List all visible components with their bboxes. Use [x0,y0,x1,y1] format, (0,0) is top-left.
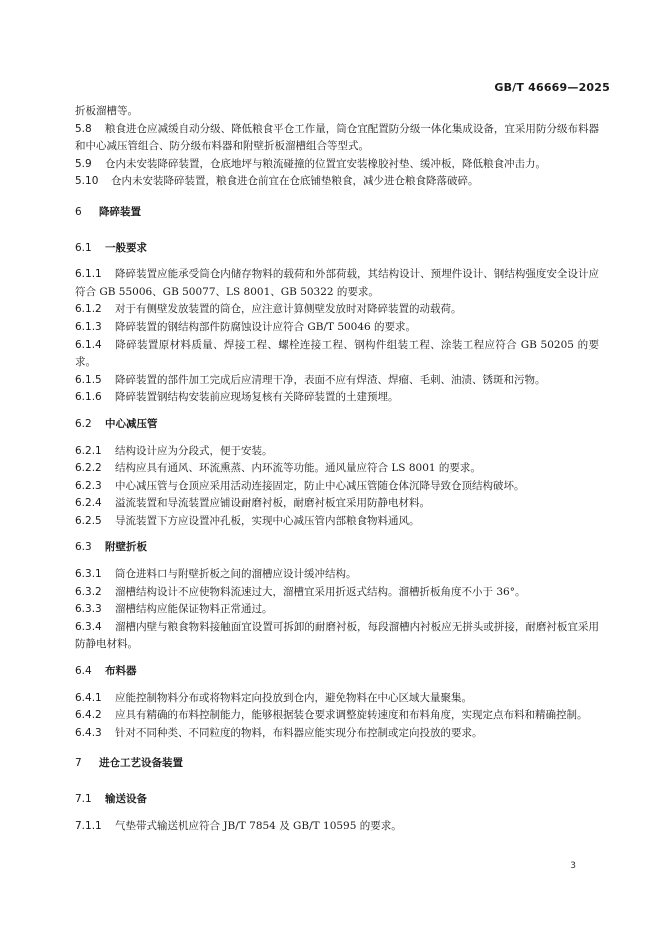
clause-number: 6.1.3 [75,320,102,333]
clause-text: 仓内未安装降碎装置，仓底地坪与粮流碰撞的位置宜安装橡胶衬垫、缓冲板，降低粮食冲击力。 [105,157,546,170]
clause-text: 一般要求 [105,241,147,254]
section-heading [75,204,599,222]
clause-text: 筒仓进料口与附壁折板之间的溜槽应设计缓冲结构。 [115,568,357,581]
clause-item [75,460,599,478]
clause-text: 结构设计应为分段式，便于安装。 [115,444,273,457]
clause-text: 应具有精确的布料控制能力，能够根据装仓要求调整旋转速度和布料角度，实现定点布料和精确控制。 [115,709,588,722]
clause-number: 6.2 [75,417,92,430]
page-number: 3 [570,861,576,871]
clause-text: 结构应具有通风、环流熏蒸、内环流等功能。通风量应符合 LS 8001 的要求。 [115,462,481,475]
clause-number: 7.1 [75,793,92,805]
clause-text: 降碎装置的部件加工完成后应清理干净，表面不应有焊渣、焊瘤、毛刺、油渍、锈斑和污物。 [115,373,546,386]
subsection-heading [75,240,599,258]
clause-number: 6.1.4 [75,338,102,351]
clause-text: 对于有侧壁发放装置的筒仓，应注意计算侧壁发放时对降碎装置的动载荷。 [115,303,462,316]
subsection-heading [75,791,599,809]
clause-item [75,495,599,513]
clause-item [75,121,599,156]
clause-item [75,513,599,531]
clause-number: 6.2.2 [75,462,102,475]
clause-item [75,156,599,174]
clause-number: 5.8 [75,122,92,135]
clause-number: 6.1.1 [75,268,102,281]
clause-text: 溢流装置和导流装置应铺设耐磨衬板，耐磨衬板宜采用防静电材料。 [115,497,430,510]
clause-item [75,566,599,584]
clause-item [75,337,599,372]
clause-number: 6.3.3 [75,603,102,616]
clause-item [75,173,599,191]
clause-number: 6.2.5 [75,514,102,527]
clause-number: 6.3.1 [75,568,102,581]
clause-item [75,818,599,836]
clause-item [75,584,599,602]
clause-text: 附壁折板 [105,541,147,554]
clause-number: 6.4.2 [75,709,102,722]
clause-item [75,725,599,743]
clause-item [75,707,599,725]
clause-number: 6.1 [75,241,92,254]
clause-number: 6.4.3 [75,726,102,739]
clause-item [75,266,599,301]
clause-number: 6.1.2 [75,303,102,316]
clause-item [75,389,599,407]
standard-number-header: GB/T 46669—2025 [494,81,610,94]
subsection-heading [75,416,599,434]
clause-text: 仓内未安装降碎装置，粮食进仓前宜在仓底铺垫粮食，减少进仓粮食降落破碎。 [111,175,479,188]
clause-text: 气垫带式输送机应符合 JB/T 7854 及 GB/T 10595 的要求。 [115,819,402,832]
clause-item [75,372,599,390]
clause-number: 7.1.1 [75,819,102,832]
clause-item [75,301,599,319]
clause-item [75,478,599,496]
clause-number: 7 [75,757,82,770]
clause-text: 中心减压管 [105,417,158,430]
clause-item [75,601,599,619]
clause-text: 降碎装置的钢结构部件防腐蚀设计应符合 GB/T 50046 的要求。 [115,320,417,333]
clause-text: 导流装置下方应设置冲孔板，实现中心减压管内部粮食物料通风。 [115,514,420,527]
section-heading [75,755,599,773]
clause-number: 6.2.4 [75,497,102,510]
clause-text: 针对不同种类、不同粒度的物料，布料器应能实现分布控制或定向投放的要求。 [115,726,483,739]
clause-number: 6.4.1 [75,691,102,704]
subsection-heading [75,663,599,681]
clause-text: 降碎装置应能承受筒仓内储存物料的载荷和外部荷载，其结构设计、预埋件设计、钢结构强度安全设计应符合 GB 55006、GB 50077、LS 8001、GB 50322 的要求。 [75,268,599,298]
clause-item [75,319,599,337]
clause-number: 6.3.2 [75,585,102,598]
clause-number: 6.3 [75,541,92,554]
clause-number: 6.2.1 [75,444,102,457]
clause-text: 溜槽结构应能保证物料正常通过。 [115,603,273,616]
document-body [75,103,599,835]
clause-item [75,443,599,461]
clause-number: 5.9 [75,157,92,170]
clause-text: 降碎装置原材料质量、焊接工程、螺栓连接工程、钢构件组装工程、涂装工程应符合 GB 50205 的要求。 [75,338,599,369]
clause-number: 6.2.3 [75,479,102,492]
clause-number: 6.3.4 [75,620,102,633]
clause-text: 粮食进仓应减缓自动分级、降低粮食平仓工作量，筒仓宜配置防分级一体化集成设备，宜采用防分级布料器和中心减压管组合、防分级布料器和附壁折板溜槽组合等型式。 [75,122,599,153]
clause-text: 进仓工艺设备装置 [99,757,183,770]
clause-number: 6.1.5 [75,373,102,386]
clause-number: 6.1.6 [75,391,102,404]
clause-item [75,619,599,654]
clause-text: 降碎装置 [99,205,141,218]
clause-item [75,690,599,708]
clause-number: 6.4 [75,665,92,678]
clause-text: 降碎装置钢结构安装前应现场复核有关降碎装置的土建预埋。 [115,391,399,404]
clause-text: 布料器 [105,665,137,678]
clause-text: 溜槽结构设计不应使物料流速过大，溜槽宜采用折返式结构。溜槽折板角度不小于 36°。 [115,585,526,598]
subsection-heading [75,539,599,557]
clause-text: 应能控制物料分布或将物料定向投放到仓内，避免物料在中心区域大量聚集。 [115,691,472,704]
clause-number: 5.10 [75,175,99,188]
clause-text: 溜槽内壁与粮食物料接触面宜设置可拆卸的耐磨衬板，每段溜槽内衬板应无拼头或拼接，耐磨衬板宜采用防静电材料。 [75,620,599,651]
clause-text: 输送设备 [105,793,147,805]
paragraph-continuation: 折板溜槽等。 [75,105,138,117]
clause-number: 6 [75,205,82,218]
clause-text: 中心减压管与仓顶应采用活动连接固定，防止中心减压管随仓体沉降导致仓顶结构破坏。 [115,479,525,492]
